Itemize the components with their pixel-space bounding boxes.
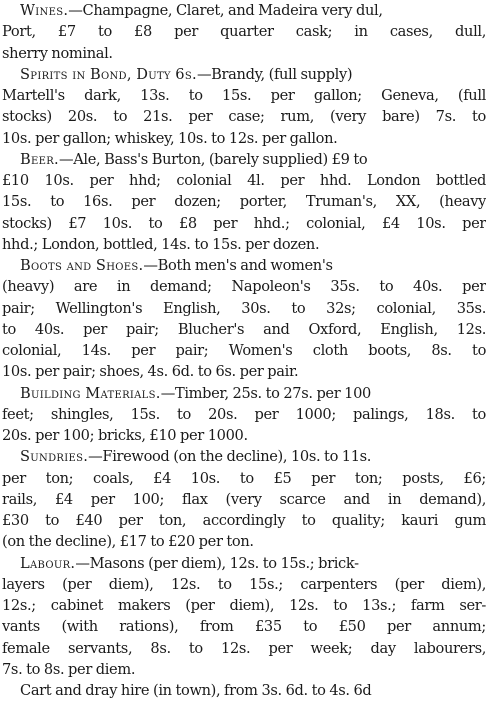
text-line: 10s. per gallon; whiskey, 10s. to 12s. per gallon. xyxy=(2,129,338,147)
text-line: female servants, 8s. to 12s. per week; day labourers, xyxy=(2,639,486,657)
paragraph-sundries xyxy=(2,446,486,552)
text-line: hhd.; London, bottled, 14s. to 15s. per dozen. xyxy=(2,235,320,253)
text-line: Wines.—Champagne, Claret, and Madeira very dul, xyxy=(20,2,383,19)
text-line: Port, £7 to £8 per quarter cask; in cases, dull, xyxy=(2,23,486,41)
text-line: vants (with rations), from £35 to £50 per annum; xyxy=(2,618,486,636)
text-line: 10s. per pair; shoes, 4s. 6d. to 6s. per pair. xyxy=(2,363,299,381)
paragraph-wines xyxy=(2,0,486,64)
text-line: Building Materials.—Timber, 25s. to 27s. per 100 xyxy=(20,384,371,402)
text-line: (on the decline), £17 to £20 per ton. xyxy=(2,533,254,551)
text-line: Martell's dark, 13s. to 15s. per gallon; Geneva, (full xyxy=(2,87,486,104)
text-line: stocks) £7 10s. to £8 per hhd.; colonial, £4 10s. per xyxy=(2,214,486,232)
section-heading: Building Materials. xyxy=(20,384,161,402)
section-heading: Wines. xyxy=(20,2,69,19)
paragraph-labour xyxy=(2,553,486,681)
paragraph-boots-and-shoes xyxy=(2,255,486,383)
text-line: per ton; coals, £4 10s. to £5 per ton; posts, £6; xyxy=(2,469,486,487)
section-heading: Labour. xyxy=(20,554,76,572)
paragraph-cart-hire xyxy=(2,680,486,701)
text-line: Spirits in Bond, Duty 6s.—Brandy, (full supply) xyxy=(20,65,353,83)
text-line: Sundries.—Firewood (on the decline), 10s. to 11s. xyxy=(20,448,372,466)
text-line: colonial, 14s. per pair; Women's cloth boots, 8s. to xyxy=(2,342,486,359)
text-line: Labour.—Masons (per diem), 12s. to 15s.; brick- xyxy=(20,554,359,572)
paragraph-spirits xyxy=(2,64,486,149)
section-heading: Sundries. xyxy=(20,448,89,466)
text-line: pair; Wellington's English, 30s. to 32s; colonial, 35s. xyxy=(2,299,486,317)
newspaper-page xyxy=(2,0,486,727)
text-line: Cart and dray hire (in town), from 3s. 6d. to 4s. 6d xyxy=(20,682,372,699)
text-line: Beer.—Ale, Bass's Burton, (barely supplied) £9 to xyxy=(20,150,368,168)
text-line: 7s. to 8s. per diem. xyxy=(2,660,136,678)
section-heading: Boots and Shoes. xyxy=(20,257,144,274)
text-line: Boots and Shoes.—Both men's and women's xyxy=(20,257,333,274)
text-line: £10 10s. per hhd; colonial 4l. per hhd. London bottled xyxy=(2,172,486,189)
paragraph-building-materials xyxy=(2,383,486,447)
section-heading: Beer. xyxy=(20,150,59,168)
text-line: sherry nominal. xyxy=(2,44,113,62)
text-line: rails, £4 per 100; flax (very scarce and in demand), xyxy=(2,490,486,508)
text-line: 20s. per 100; bricks, £10 per 1000. xyxy=(2,427,248,444)
text-line: feet; shingles, 15s. to 20s. per 1000; palings, 18s. to xyxy=(2,405,486,423)
text-line: £30 to £40 per ton, accordingly to quality; kauri gum xyxy=(2,512,486,529)
text-line: 15s. to 16s. per dozen; porter, Truman's, XX, (heavy xyxy=(2,193,486,211)
section-heading: Spirits in Bond, Duty 6s. xyxy=(20,65,197,83)
text-line: (heavy) are in demand; Napoleon's 35s. to 40s. per xyxy=(2,278,486,296)
text-line: 12s.; cabinet makers (per diem), 12s. to 13s.; farm ser- xyxy=(2,597,486,614)
paragraph-beer xyxy=(2,149,486,255)
text-line: to 40s. per pair; Blucher's and Oxford, English, 12s. xyxy=(2,320,486,338)
text-line: layers (per diem), 12s. to 15s.; carpenters (per diem), xyxy=(2,575,486,593)
text-line: stocks) 20s. to 21s. per case; rum, (very bare) 7s. to xyxy=(2,108,486,126)
